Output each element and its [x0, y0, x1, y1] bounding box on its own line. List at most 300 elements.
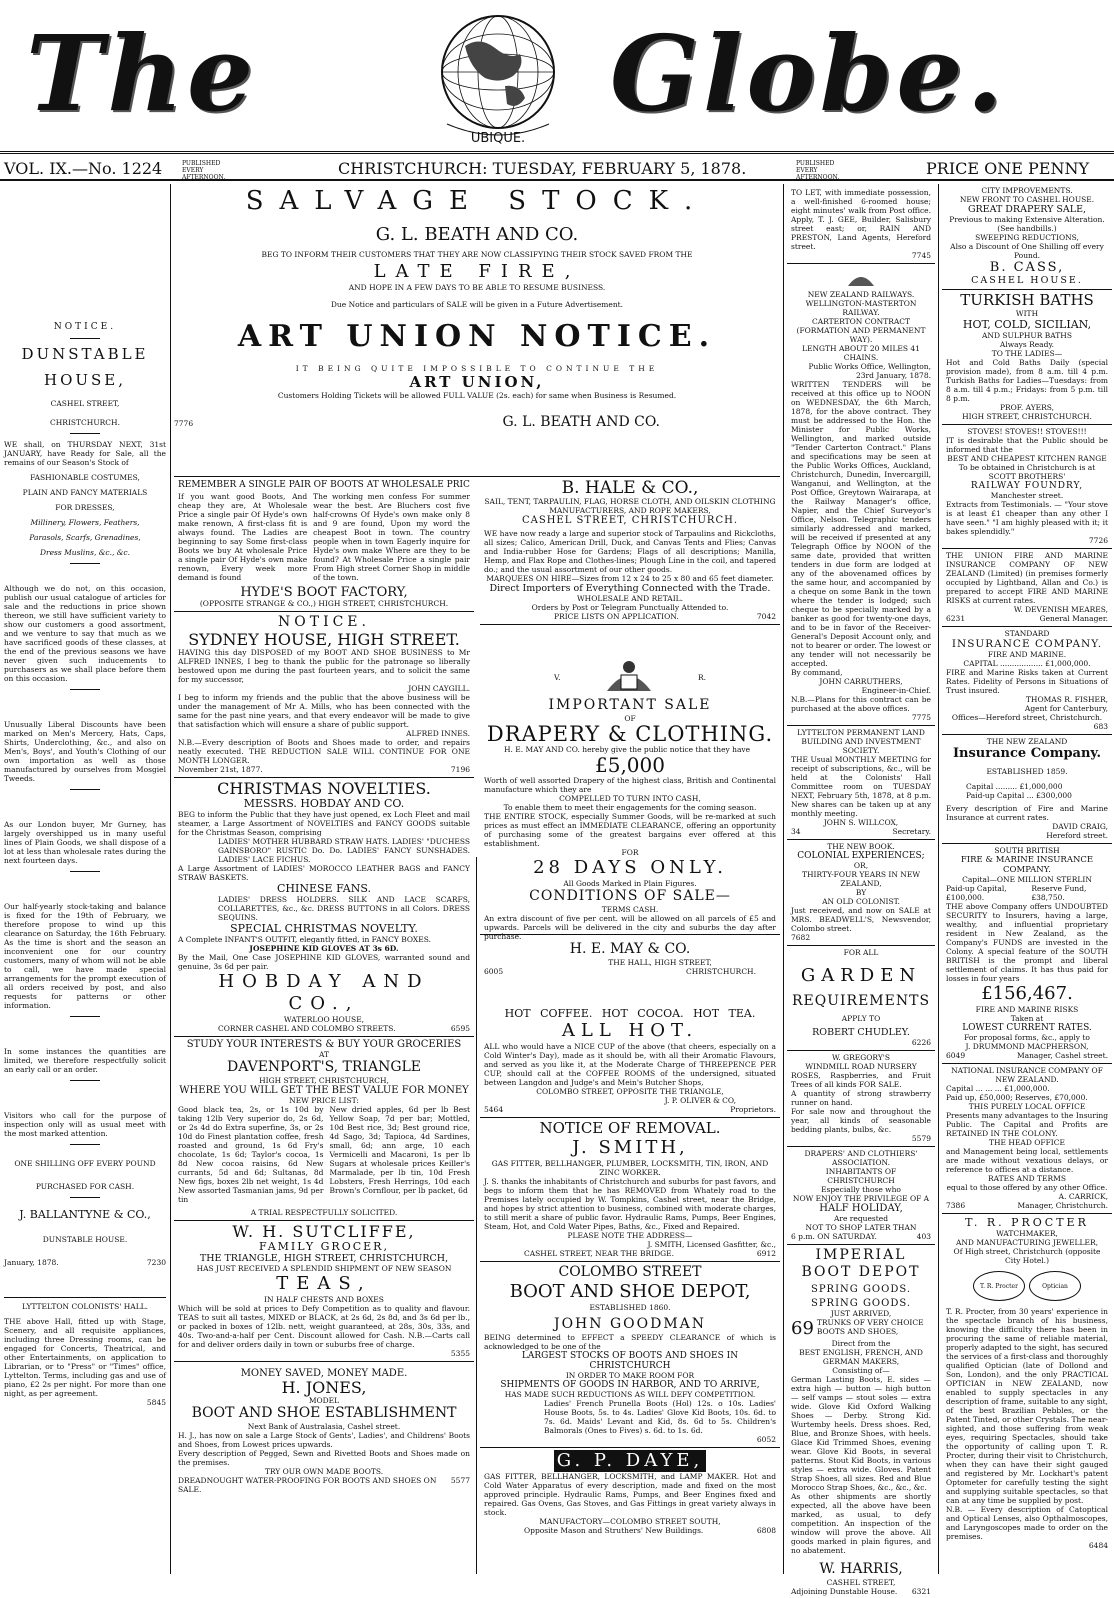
- ad-code: 7776: [174, 419, 194, 428]
- paragraph: Unusually Liberal Discounts have been marked on Men's Mercery, Hats, Caps, Shirts, Underclothing, &c., and also on Men's, Boys', and Youth's Clothing of our own importation as well as those manufactured by ourselves from Mosgiel Tweeds.: [4, 720, 166, 783]
- ad-code: 7775: [911, 713, 931, 722]
- sydney-house-ad: [174, 612, 474, 778]
- item: Dress Muslins, &c., &c.: [39, 548, 130, 557]
- ad-code: 7682: [791, 933, 811, 942]
- half-holiday: HALF HOLIDAY,: [819, 1203, 903, 1214]
- office-date: Public Works Office, Wellington, 23rd January, 1878.: [808, 362, 931, 380]
- paragraph: In some instances the quantities are limited, we therefore respectfully solicit an early call or an order.: [4, 1047, 166, 1074]
- paragraph: BEING determined to EFFECT a SPEEDY CLEARANCE of which is acknowledged to be one of the: [484, 1333, 776, 1351]
- requested: Are requested: [833, 1214, 889, 1223]
- national-insurance-ad: [942, 1064, 1112, 1214]
- wellington: WELLINGTON-MASTERTON RAILWAY.: [805, 299, 917, 317]
- royal-arms-icon: [599, 657, 659, 697]
- subtitle: THIRTY-FOUR YEARS IN NEW ZEALAND,: [801, 870, 921, 888]
- ad-code: 5577: [450, 1476, 470, 1485]
- sweeping: SWEEPING REDUCTIONS,: [975, 233, 1079, 242]
- ayers: PROF. AYERS,: [999, 403, 1055, 412]
- capital: Capital—ONE MILLION STERLIN: [962, 875, 1092, 884]
- paid-up: Paid-up Capital, £100,000.: [946, 884, 1007, 902]
- paragraph: FIRE and Marine Risks taken at Current Rates. Fidelity of Persons in Situations of Trust insured.: [946, 668, 1108, 695]
- obtained: To be obtained in Christchurch is at: [958, 463, 1096, 472]
- title: Engineer-in-Chief.: [861, 686, 931, 695]
- list: Ladies' French Prunella Boots (Hol) 12s. o 10s. Ladies' House Boots, 5s. to 4s. Ladies' Glove Kid Boots, 10s. 6d. to 7s. 6d. Maids' Levant and Kid, 8s. 6d to 5s. Children's Balmorals (Ones to Fives) s. 6d. to 1s. 6d.: [544, 1399, 776, 1435]
- fire-marine: FIRE AND MARINE.: [987, 650, 1067, 659]
- ad-code: 6231: [946, 614, 966, 623]
- compelled: COMPELLED TO TURN INTO CASH,: [559, 794, 701, 803]
- ad-code: 6321: [911, 1587, 931, 1596]
- notice-heading: NOTICE.: [53, 322, 117, 332]
- by: BY: [855, 888, 867, 897]
- stoves-ad: [942, 425, 1112, 549]
- address: CASHEL STREET,: [826, 1578, 896, 1587]
- ad-code: 6052: [756, 1435, 776, 1444]
- money-saved: MONEY SAVED, MONEY MADE.: [240, 1368, 408, 1379]
- street: CASHEL STREET,: [50, 399, 120, 408]
- purely-local: THIS PURELY LOCAL OFFICE: [968, 1102, 1086, 1111]
- shipments: SHIPMENTS OF GOODS IN HARBOR, AND TO ARRIVE,: [500, 1380, 760, 1390]
- date: January, 1878.: [4, 1258, 59, 1267]
- book-title: COLONIAL EXPERIENCES;: [797, 851, 925, 861]
- garden-ad: [787, 946, 935, 1051]
- harris: W. HARRIS,: [819, 1561, 903, 1577]
- salvage-heading: SALVAGE STOCK.: [245, 186, 709, 216]
- art-union-heading: ART UNION NOTICE.: [237, 319, 717, 354]
- chests: IN HALF CHESTS AND BOXES: [264, 1295, 384, 1304]
- ad-code: 5845: [146, 1398, 166, 1407]
- sulphur: AND SULPHUR BATHS: [982, 331, 1072, 340]
- paragraph: Although we do not, on this occasion, publish our usual catalogue of articles for sale and the reductions in price shown thereon, we still have sufficient variety to show our customers a good assortment, and we venture to say that much as we have sacrificed goods of these classes, at the end of the previous seasons we have never given such inducements to purchasers as we shall place before them on this occasion.: [4, 584, 166, 683]
- drapers: DRAPERS' AND CLOTHIERS' ASSOCIATION.: [804, 1149, 918, 1167]
- hall-text: THE above Hall, fitted up with Stage, Scenery, and all requisite appliances, including three Dressing rooms, can be engaged for Concerts, Theatrical, and other Entertainments, on application to Librarian, or to "Press" or "Times" office, Lyttelton. Terms, including gas and use of piano, £2 2s per night. For more than one night, as per agreement.: [4, 1317, 166, 1398]
- address: Next Bank of Australasia, Cashel street.: [247, 1422, 401, 1431]
- address: THE TRIANGLE, HIGH STREET, CHRISTCHURCH,: [199, 1253, 449, 1264]
- goodman-ad: [480, 1262, 780, 1448]
- by-command: By command,: [791, 668, 843, 677]
- published-left: PUBLISHED EVERY AFTERNOON.: [182, 160, 226, 181]
- paragraph: HAVING this day DISPOSED of my BOOT AND SHOE BUSINESS to Mr ALFRED INNES, I beg to thank the public for the patronage so liberally bestowed upon me during the past fourteen years, and to solicit the same for my successor,: [178, 648, 470, 684]
- paragraph: AND HOPE IN A FEW DAYS TO BE ABLE TO RESUME BUSINESS.: [348, 283, 606, 292]
- title: Agent for Canterbury,: [1024, 704, 1108, 713]
- new-book: THE NEW BOOK.: [827, 842, 895, 851]
- notice-heading: NOTICE.: [278, 614, 370, 630]
- poem-left: If you want good Boots, And cheap they are, At Wholesale Price a single pair Of Hyde's own make renown, A first-class fit is always found. The Ladies are beginning to say Some first-class Boots we buy At wholesale Price a single pair Of Hyde's own make renown, Every week more demand is found: [178, 492, 308, 582]
- ballantyne-firm: J. BALLANTYNE & CO.,: [19, 1208, 151, 1221]
- signature: A. CARRICK,: [1058, 1192, 1108, 1201]
- national: NATIONAL INSURANCE COMPANY OF NEW ZEALAND.: [951, 1066, 1103, 1084]
- paragraph: Due Notice and particulars of SALE will be given in a Future Advertisement.: [330, 300, 624, 309]
- boot-establishment: BOOT AND SHOE ESTABLISHMENT: [191, 1405, 457, 1421]
- author: AN OLD COLONIST.: [822, 897, 900, 906]
- capital: Capital ......... £1,000,000: [966, 782, 1063, 791]
- ad-code: 7042: [756, 612, 776, 621]
- beath-heading: G. L. BEATH AND CO.: [375, 224, 579, 245]
- spring-goods: SPRING GOODS.: [810, 1298, 912, 1309]
- hall-title: LYTTELTON COLONISTS' HALL.: [21, 1302, 149, 1311]
- paragraph: ALL who would have a NICE CUP of the above (that cheers, especially on a Cold Winter's Day), made as it should be, with all their Aromatic Flavours, and served as you like it, at the Moderate Charge of THREEPENCE PER CUP, should call at the COFFEE ROOMS of the undersigned, situated between Langdon and Judge's and Mein's Butcher Shops,: [484, 1042, 776, 1087]
- makers: BEST ENGLISH, FRENCH, AND GERMAN MAKERS,: [799, 1348, 923, 1366]
- capital: Capital ... ... ... £1,000,000.: [946, 1084, 1050, 1093]
- cass-ad: [942, 184, 1112, 290]
- vr-mark: R.: [697, 672, 706, 682]
- paragraph: TO LET, with immediate possession, a well-finished 6-roomed house; eight minutes' walk from Post office. Apply, T. J. GEE, Builder, Salisbury street east; or, RAIN AND PRESTON, Land Agents, Hereford street.: [791, 188, 931, 251]
- cashel-house: CASHEL HOUSE.: [971, 275, 1083, 286]
- signature: THOMAS R. FISHER,: [1025, 695, 1108, 704]
- may-signature: H. E. MAY & CO.: [569, 941, 691, 957]
- signature: W. DEVENISH MEARES,: [1013, 605, 1108, 614]
- address: Manchester street.: [990, 491, 1064, 500]
- lowest-rates: LOWEST CURRENT RATES.: [962, 1023, 1092, 1033]
- standard: STANDARD: [1004, 629, 1050, 638]
- model: MODEL: [308, 1396, 340, 1405]
- building-society-ad: [787, 726, 935, 840]
- column-rule: [476, 857, 477, 1574]
- paragraph: GAS FITTER, BELLHANGER, LOCKSMITH, and LAMP MAKER. Hot and Cold Water Apparatus of every description, made and fixed on the most approved principle. Hydraulic Rams, Pumps, and Beer Engines fixed and repaired. Gas Ovens, Gas Stoves, and Gas Fittings in great variety always in stock.: [484, 1472, 776, 1517]
- six-pm: 6 p.m. ON SATURDAY.: [791, 1232, 877, 1241]
- signature: JOHN CARRUTHERS,: [819, 677, 903, 686]
- half-holiday-ad: [787, 1147, 935, 1245]
- boot-depot: BOOT AND SHOE DEPOT,: [509, 1281, 751, 1302]
- paragraph: WE shall, on THURSDAY NEXT, 31st JANUARY, have Ready for Sale, all the remains of our Season's Stock of: [4, 440, 166, 467]
- ad-code: 7196: [450, 765, 470, 774]
- reserve: Reserve Fund, £38,750.: [1031, 884, 1087, 902]
- cass: B. CASS,: [989, 260, 1065, 275]
- paragraph: THE UNION FIRE AND MARINE INSURANCE COMPANY OF NEW ZEALAND (Limited) (in premises formerly occupied by Lightband, Allan and Co.) is prepared to accept FIRE AND MARINE RISKS at current rates.: [946, 551, 1108, 605]
- signature: J. DRUMMOND MACPHERSON,: [965, 1042, 1089, 1051]
- requirements: REQUIREMENTS: [791, 993, 931, 1009]
- ad-code: 6912: [756, 1249, 776, 1258]
- discount: Also a Discount of One Shilling off every Pound.: [950, 242, 1104, 260]
- in-order: IN ORDER TO MAKE ROOM FOR: [565, 1371, 695, 1380]
- plain-figures: All Goods Marked in Plain Figures.: [563, 879, 697, 888]
- turkish-baths-ad: [942, 290, 1112, 425]
- procter-ad: [942, 1214, 1112, 1552]
- proposal: For proposal forms, &c., apply to: [964, 1033, 1090, 1042]
- price: PRICE ONE PENNY: [926, 159, 1090, 178]
- orders: Orders by Post or Telegram Punctually Attended to.: [531, 603, 729, 612]
- sutcliffe-ad: [174, 1221, 474, 1362]
- chudley: ROBERT CHUDLEY.: [812, 1027, 910, 1038]
- oliver-ad: [480, 1005, 780, 1118]
- at: AT: [318, 1050, 329, 1059]
- paragraph: Worth of well assorted Drapery of the highest class, British and Continental manufacture which they are: [484, 776, 776, 794]
- wholesale: WHOLESALE AND RETAIL.: [576, 594, 684, 603]
- ad-code: 7386: [946, 1201, 966, 1210]
- length: LENGTH ABOUT 20 MILES 41 CHAINS.: [802, 344, 920, 362]
- beath-salvage-ad: [174, 186, 780, 476]
- study-heading: STUDY YOUR INTERESTS & BUY YOUR GROCERIES: [186, 1039, 462, 1050]
- railway-tender-ad: [787, 264, 935, 726]
- item: PLAIN AND FANCY MATERIALS: [22, 488, 148, 497]
- capital: Paid-up Capital ... £300,000: [966, 791, 1072, 800]
- paragraph: H. E. MAY AND CO. hereby give the public notice that they have: [504, 745, 751, 754]
- paragraph: HAS JUST RECEIVED A SPLENDID SHIPMENT OF NEW SEASON: [196, 1264, 452, 1273]
- paragraph: IT is desirable that the Public should be informed that the: [946, 436, 1108, 454]
- apply: APPLY TO: [841, 1014, 881, 1023]
- direct-importers: Direct Importers of Everything Connected with the Trade.: [489, 583, 771, 594]
- globe-icon: [425, 6, 571, 152]
- all-hot: ALL HOT.: [561, 1020, 699, 1041]
- standard-insurance-ad: [942, 627, 1112, 735]
- hobday-ad: [174, 778, 474, 1037]
- hobday-signature: HOBDAY AND CO.,: [218, 971, 430, 1014]
- days-only: 28 DAYS ONLY.: [533, 857, 727, 878]
- south-british-ad: [942, 844, 1112, 1064]
- address: HIGH STREET, CHRISTCHURCH.: [962, 412, 1092, 421]
- daye-ad: [480, 1448, 780, 1537]
- address: Hereford street.: [1046, 831, 1108, 840]
- signature: ALFRED INNES.: [406, 729, 470, 738]
- best-range: BEST AND CHEAPEST KITCHEN RANGE: [947, 454, 1107, 463]
- masthead: [0, 0, 1114, 150]
- paragraph: As our London buyer, Mr Gurney, has largely overshipped us in many useful lines of Plain Goods, we shall dispose of a lot at less than wholesale rates during the next fourteen days.: [4, 820, 166, 865]
- where: WHERE YOU WILL GET THE BEST VALUE FOR MONEY: [179, 1085, 469, 1096]
- new-front: NEW FRONT TO CASHEL HOUSE.: [959, 195, 1095, 204]
- grocer: FAMILY GROCER,: [259, 1240, 389, 1253]
- sutcliffe-heading: W. H. SUTCLIFFE,: [232, 1222, 416, 1241]
- josephine: JOSEPHINE KID GLOVES AT 3s 6D.: [249, 944, 399, 953]
- dreadnought: DREADNOUGHT WATER-PROOFING FOR BOOTS AND SHOES ON SALE.: [178, 1476, 437, 1494]
- hyde-ad: [174, 478, 474, 612]
- list: LADIES' DRESS HOLDERS. SILK AND LACE SCARFS, COLLARETTES, &c., &c. DRESS BUTTONS in all Colors. DRESS SEQUINS.: [218, 895, 470, 922]
- established: ESTABLISHED 1859.: [986, 767, 1068, 776]
- established: ESTABLISHED 1860.: [589, 1303, 671, 1312]
- title: Manager, Christchurch.: [1017, 1201, 1108, 1210]
- watchmaker: WATCHMAKER,: [996, 1229, 1058, 1238]
- hyde-factory: HYDE'S BOOT FACTORY,: [240, 585, 408, 600]
- paragraph: Every description of Pegged, Sewn and Rivetted Boots and Shoes made on the premises.: [178, 1449, 470, 1467]
- paragraph: THE ENTIRE STOCK, especially Summer Goods, will be re-marked at such prices as must effect an IMMEDIATE CLEARANCE, offering an opportunity of purchasing some of the greatest bargains ever offered at this establishment.: [484, 812, 776, 848]
- royal-arms: [484, 657, 776, 697]
- with: WITH: [1015, 309, 1039, 318]
- paragraph: THE above Company offers UNDOUBTED SECURITY to Insurers, having a large, wealthy, and influential proprietary resident in New Zealand, as the Company's FUNDS are invested in the Colony. A special feature of the SOUTH BRITISH is the prompt and liberal settlement of claims. It has thus paid for losses in four years: [946, 902, 1108, 983]
- capital: CAPITAL .................. £1,000,000.: [963, 659, 1091, 668]
- paragraph: Every description of Fire and Marine Insurance at current rates.: [946, 804, 1108, 822]
- item: FASHIONABLE COSTUMES,: [30, 473, 140, 482]
- fans: CHINESE FANS.: [277, 882, 371, 895]
- beath-signature: G. L. BEATH AND CO.: [502, 414, 660, 430]
- paragraph: Customers Holding Tickets will be allowed FULL VALUE (2s. each) for same when Business is Resumed.: [277, 391, 677, 400]
- taken: Taken at: [1010, 1014, 1044, 1023]
- carterton: CARTERTON CONTRACT (FORMATION AND PERMANENT WAY).: [796, 317, 926, 344]
- paragraph: BEG to inform the Public that they have just opened, ex Loch Fleet and mail steamer, a Large Assortment of NOVELTIES and FANCY GOODS suitable for the Christmas Season, comprising: [178, 810, 470, 837]
- jeweller: AND MANUFACTURING JEWELLER,: [955, 1238, 1099, 1247]
- trial: A TRIAL RESPECTFULLY SOLICITED.: [250, 1208, 398, 1217]
- boots-title: REMEMBER A SINGLE PAIR OF BOOTS AT WHOLESALE PRIC: [178, 480, 470, 490]
- signature: J. P. OLIVER & CO,: [664, 1096, 736, 1105]
- conditions: CONDITIONS OF SALE—: [529, 888, 731, 904]
- ad-code: 6226: [911, 1038, 931, 1047]
- late-fire: LATE FIRE,: [373, 261, 581, 282]
- for: FOR: [621, 848, 639, 857]
- address: CORNER CASHEL AND COLOMBO STREETS.: [218, 1024, 396, 1033]
- list: LADIES' MOTHER HUBBARD STRAW HATS. LADIES' "DUCHESS GAINSBORO" RUSTIC Do. Do. LADIES' FANCY SUNSHADES. LADIES' LACE FICHUS.: [218, 837, 470, 864]
- address: COLOMBO STREET, OPPOSITE THE TRIANGLE,: [536, 1087, 724, 1096]
- column-rule: [170, 184, 171, 1574]
- proprietors: Proprietors.: [730, 1105, 776, 1114]
- terms: TERMS CASH.: [601, 905, 659, 914]
- nz-insurance-ad: [942, 735, 1112, 844]
- inhabitants: INHABITANTS OF CHRISTCHURCH: [825, 1167, 897, 1185]
- item: Millinery, Flowers, Feathers,: [30, 518, 140, 527]
- risks: FIRE AND MARINE RISKS: [975, 1005, 1079, 1014]
- may-ad: [480, 625, 780, 976]
- procter: T. R. PROCTER: [965, 1216, 1089, 1229]
- paragraph: By the Mail, One Case JOSEPHINE KID GLOVES, warranted sound and genuine, 3s 6d per pair.: [178, 953, 470, 971]
- nz: THE NEW ZEALAND: [986, 737, 1068, 746]
- daye-heading: G. P. DAYE,: [554, 1450, 706, 1472]
- ad-code: 7745: [911, 251, 931, 260]
- ad-code: 6808: [756, 1526, 776, 1535]
- firm-house: DUNSTABLE HOUSE.: [42, 1235, 128, 1244]
- paragraph: Presents many advantages to the Insuring Public. The Capital and Profits are RETAINED IN THE COLONY.: [946, 1111, 1108, 1138]
- lens-left: T. R. Procter: [973, 1271, 1025, 1301]
- for-all: FOR ALL: [843, 948, 879, 957]
- hale-ad: [480, 478, 780, 625]
- art-union: ART UNION,: [409, 373, 545, 391]
- society-heading: LYTTELTON PERMANENT LAND BUILDING AND INVESTMENT SOCIETY.: [797, 728, 925, 755]
- turkish-baths: TURKISH BATHS: [960, 291, 1094, 309]
- dunstable-heading: DUNSTABLE: [21, 345, 149, 363]
- paragraph: WE have now ready a large and superior stock of Tarpaulins and Rickcloths, all sizes; Calico, American Drill, Duck, and Canvas Tents and Flies; Canvas and India-rubber Hose for Gardens; Flags of all descriptions; Manilla, Hemp, and Flax Rope and Clothes-lines; Plough Line in the coil, and tapered do.; and the usual assortment of our other goods.: [484, 529, 776, 574]
- paragraph: Extracts from Testimonials. — "Your stove is at least £1 cheaper than any other I have seen." "I am highly pleased with it; it bakes splendidly.": [946, 500, 1108, 536]
- ad-code: 6484: [1088, 1541, 1108, 1550]
- smith-subtitle: GAS FITTER, BELLHANGER, PLUMBER, LOCKSMITH, TIN, IRON, AND ZINC WORKER.: [491, 1159, 769, 1177]
- always-ready: Always Ready.: [999, 340, 1055, 349]
- railways: NEW ZEALAND RAILWAYS.: [807, 290, 915, 299]
- of: OF: [624, 714, 636, 723]
- imperial-ad: [787, 1245, 935, 1598]
- sydney-heading: SYDNEY HOUSE, HIGH STREET.: [188, 630, 460, 649]
- enjoy: NOW ENJOY THE PRIVILEGE OF A: [792, 1194, 930, 1203]
- paragraph: An extra discount of five per cent. will be allowed on all parcels of £5 and upwards. Parcels will be delivered in the city and suburbs the day after purchase.: [484, 914, 776, 941]
- direct: Direct from the: [831, 1339, 891, 1348]
- spectacles: [946, 1271, 1108, 1301]
- paragraph: N.B.—Every description of Boots and Shoes made to order, and repairs neatly executed. THE REDUCTION SALE WILL CONTINUE FOR ONE MONTH LONGER.: [178, 738, 470, 765]
- signature: DAVID CRAIG,: [1052, 822, 1108, 831]
- address: THE HALL, HIGH STREET,: [608, 958, 712, 967]
- paragraph: THE Usual MONTHLY MEETING for receipt of subscriptions, &c., will be held at the Colonists' Hall Committee room on TUESDAY NEXT, February 5th, 1878, at 8 p.m. New shares can be taken up at any monthly meeting.: [791, 755, 931, 818]
- paragraph: H. J., has now on sale a Large Stock of Gents', Ladies', and Childrens' Boots and Shoes, from Lowest prices upwards.: [178, 1431, 470, 1449]
- address: CHRISTCHURCH.: [686, 967, 756, 976]
- city-improvements: CITY IMPROVEMENTS.: [981, 186, 1073, 195]
- jones-ad: [174, 1362, 474, 1496]
- city: CHRISTCHURCH.: [50, 418, 120, 427]
- smith-heading: J. SMITH,: [572, 1137, 688, 1158]
- head-office: THE HEAD OFFICE: [989, 1138, 1065, 1147]
- removal-heading: NOTICE OF REMOVAL.: [539, 1119, 721, 1137]
- paragraph: For sale now and throughout the year, all kinds of seasonable bedding plants, bulbs, &c.: [791, 1107, 931, 1134]
- column-2: [174, 478, 474, 1574]
- amount: £156,467.: [981, 983, 1073, 1004]
- dateline: [0, 151, 1114, 181]
- address: Of High street, Christchurch (opposite City Hotel.): [953, 1247, 1101, 1265]
- davenport-heading: DAVENPORT'S, TRIANGLE: [226, 1059, 422, 1075]
- ad-code: 403: [916, 1232, 931, 1241]
- ad-code: 6005: [484, 967, 504, 976]
- paragraph: Which will be sold at prices to Defy Competition as to quality and flavour. TEAS to suit all tastes, MIXED or BLACK, at 2s 6d, 2s 8d, and 3s 6d per lb., or packed in boxes of 12lb. nett, weight guaranteed, at 28s, 30s, 33s, and 40s. Two-and-a-half per Cent. Discount allowed for Cash. N.B.—Carts call for and deliver orders daily in town or suburbs free of charge.: [178, 1304, 470, 1349]
- hot-heading: HOT COFFEE. HOT COCOA. HOT TEA.: [504, 1007, 756, 1020]
- list: German Lasting Boots, E. sides — extra high — button — high button — self vamps — stout soles — extra wide. Glove Kid Oxford Walking Shoes — Derby. Strong Kid. Wurtemby heels. Dress shoes. Red, Blue, and Bronze Shoes, with heels. Glace Kid Trimmed Shoes, evening wear. Glove Kid Boots, in several patterns. Stout Kid Boots, in various styles — extra wide. Gloves. Patent Strap Shoes, all sizes. Red and Blue Morocco Strap Shoes, &c., &c., &c.: [791, 1375, 931, 1492]
- house-heading: HOUSE,: [43, 371, 126, 389]
- shilling-offer: ONE SHILLING OFF EVERY POUND: [14, 1159, 156, 1168]
- published-right: PUBLISHED EVERY AFTERNOON.: [796, 160, 840, 181]
- own-made: TRY OUR OWN MADE BOOTS.: [264, 1467, 384, 1476]
- column-4: [787, 186, 935, 1596]
- paragraph: ROSES, Raspberries, and Fruit Trees of all kinds FOR SALE.: [791, 1071, 931, 1089]
- hot-cold: HOT, COLD, SICILIAN,: [962, 318, 1092, 331]
- trunk-count: 69: [791, 1318, 814, 1339]
- largest: LARGEST STOCKS OF BOOTS AND SHOES IN CHRISTCHURCH: [521, 1351, 739, 1371]
- paragraph: A Complete INFANT'S OUTFIT, elegantly fitted, in FANCY BOXES.: [178, 935, 431, 944]
- date: November 21st, 1877.: [178, 765, 263, 774]
- foundry: RAILWAY FOUNDRY,: [970, 481, 1084, 491]
- vr-mark: V.: [554, 672, 561, 682]
- nz-insurance: Insurance Company.: [952, 746, 1102, 761]
- trunks: TRUNKS OF VERY CHOICE BOOTS AND SHOES,: [816, 1318, 924, 1336]
- address: CASHEL STREET, CHRISTCHURCH.: [521, 515, 739, 526]
- enable: To enable them to meet their engagements for the coming season.: [503, 803, 757, 812]
- not-later: NOT TO SHOP LATER THAN: [805, 1223, 917, 1232]
- christmas-heading: CHRISTMAS NOVELTIES.: [217, 779, 431, 798]
- ad-code: 6049: [946, 1051, 966, 1060]
- signature: JOHN CAYGILL.: [408, 684, 470, 693]
- book-ad: [787, 840, 935, 946]
- south-british: SOUTH BRITISH: [994, 846, 1060, 855]
- has-made: HAS MADE SUCH REDUCTIONS AS WILL DEFY COMPETITION.: [504, 1390, 756, 1399]
- paragraph: and Management being local, settlements are made without vexatious delays, or reference to offices at a distance.: [946, 1147, 1108, 1174]
- imperial: IMPERIAL: [815, 1247, 907, 1263]
- paragraph: Just received, and now on SALE at MRS. BEADWELL'S, Newsvendor, Colombo street.: [791, 906, 931, 933]
- ad-code: 34: [791, 827, 801, 836]
- previous: Previous to making Extensive Alteration. (See handbills.): [949, 215, 1105, 233]
- title: Secretary.: [892, 827, 931, 836]
- address: MANUFACTORY—COLOMBO STREET SOUTH,: [539, 1517, 721, 1526]
- stoves: STOVES! STOVES!! STOVES!!!: [967, 427, 1087, 436]
- masthead-title-left: The: [26, 12, 258, 135]
- jones-heading: H. JONES,: [281, 1378, 367, 1397]
- paragraph: N.B. — Every description of Catoptical and Optical Lenses, also Opthalmoscopes, and Laryngoscopes made to order on the premises.: [946, 1505, 1108, 1541]
- south-insurance: FIRE & MARINE INSURANCE COMPANY.: [960, 855, 1094, 875]
- address: WATERLOO HOUSE,: [283, 1015, 365, 1024]
- or: OR,: [853, 861, 869, 870]
- adjoining: Adjoining Dunstable House.: [791, 1587, 898, 1596]
- column-rule: [783, 184, 784, 1574]
- paragraph: BEG TO INFORM THEIR CUSTOMERS THAT THEY ARE NOW CLASSIFYING THEIR STOCK SAVED FROM THE: [261, 250, 693, 259]
- title: General Manager.: [1039, 614, 1108, 623]
- address: Opposite Mason and Struthers' New Buildings.: [524, 1526, 704, 1535]
- paragraph: Our half-yearly stock-taking and balance is fixed for the 19th of February, we therefore propose to wind up this clearance on Saturday, the 16th February. As the time is short and the season an inconvenient one for our country customers, many of whom will not be able to call, we have made special arrangements for the prompt execution of all orders received by post, and also requests for patterns or other information.: [4, 902, 166, 1010]
- please-note: PLEASE NOTE THE ADDRESS—: [567, 1231, 693, 1240]
- paid-up: Paid up, £50,000; Reserves, £70,000.: [946, 1093, 1088, 1102]
- ad-code: 683: [1093, 722, 1108, 731]
- paragraph: As other shipments are shortly expected, all the above have been marked, as usual, to defy competition. An inspection of the window will prove the above. All goods marked in plain figures, and no abatement.: [791, 1492, 931, 1555]
- royal-crest-icon: [846, 268, 876, 288]
- paragraph: N.B.—Plans for this contract can be purchased at the above offices.: [791, 695, 931, 713]
- prices-left: Good black tea, 2s, or 1s 10d by taking 12lb Very superior do, 2s 6d, or 2s 4d do Extra superfine, 3s, or 2s 10d do Finest plantation coffee, fresh roasted and ground, 1s 6d Fry's chocolate, 1s 6d; Taylor's cocoa, 1s 8d New cocoa raisins, 6d New currants, 5d and 6d; Sultanas, 8d New figs, boxes 2lb net weight, 1s 4d New assorted Tasmanian jams, 9d per tin: [178, 1105, 324, 1204]
- drapery-heading: DRAPERY & CLOTHING.: [486, 722, 774, 746]
- poem-right: The working men confess For summer wear the best. Are Bluchers cost five half-crowns Of Hyde's own make only 8 and 9 are found, Upon my word the cheapest Boot in town. The country people when in town Eagerly inquire for Hyde's own make Where are they to be found? At Wholesale Price a single pair From High street Corner Shop in middle of the town.: [313, 492, 470, 582]
- hale-heading: B. HALE & CO.,: [561, 478, 699, 498]
- equal: equal to those offered by any other Office.: [946, 1183, 1108, 1192]
- colombo-street: COLOMBO STREET: [558, 1264, 702, 1280]
- place-date: CHRISTCHURCH: TUESDAY, FEBRUARY 5, 1878.: [338, 159, 747, 178]
- prices-right: New dried apples, 6d per lb Best Yellow Soap, 7d per bar; Mottled, 10d Best rice, 3d; Best ground rice, 4d Sago, 3d; Tapioca, 4d Sardines, small, 6d; ann arge, 10 each Vermicelli and Macaroni, 1s per lb Sugars at wholesale prices Keiller's Marmalade, per lb tin, 10d Fresh Lobsters, Fresh Herrings, 10d each Brown's Cornflour, per lb packet, 6d: [329, 1105, 470, 1195]
- garden: GARDEN: [800, 965, 922, 986]
- smith-ad: [480, 1118, 780, 1262]
- special-novelty: SPECIAL CHRISTMAS NOVELTY.: [230, 922, 418, 935]
- globe-motto: UBIQUE.: [470, 131, 526, 146]
- hyde-address: (OPPOSITE STRANGE & CO.,) HIGH STREET, CHRISTCHURCH.: [199, 599, 449, 608]
